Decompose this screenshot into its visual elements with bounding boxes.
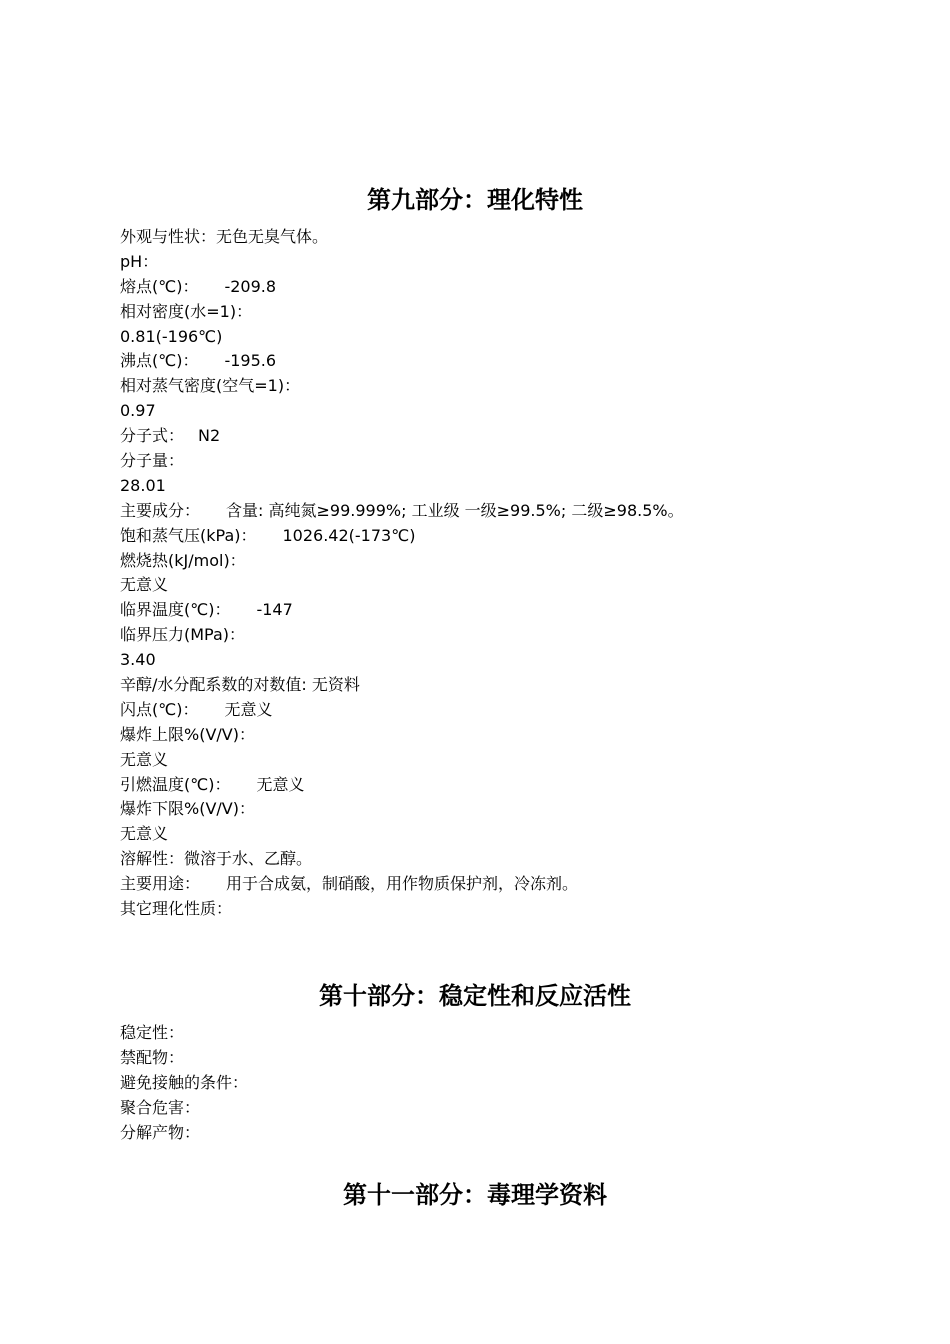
critical-pressure-label: 临界压力(MPa)： — [120, 625, 246, 645]
heat-of-combustion-label: 燃烧热(kJ/mol)： — [120, 550, 246, 570]
ignition-temperature-line — [120, 773, 900, 798]
main-components-value: 含量: 高纯氮≥99.999%; 工业级 一级≥99.5%; 二级≥98.5%。 — [226, 500, 684, 520]
boiling-point-line — [120, 349, 900, 374]
upper-explosive-limit-value: 无意义 — [120, 749, 169, 769]
formula-value: N2 — [198, 426, 221, 446]
decomposition-products-line: 分解产物： — [120, 1122, 201, 1142]
flash-point-value: 无意义 — [224, 699, 273, 719]
heat-of-combustion-value: 无意义 — [120, 575, 169, 595]
section-11-title: 第十一部分：毒理学资料 — [343, 1181, 607, 1209]
relative-density-label: 相对密度(水=1)： — [120, 301, 253, 321]
vapor-pressure-line — [120, 524, 900, 549]
ignition-temperature-value: 无意义 — [256, 774, 305, 794]
main-uses-line — [120, 872, 900, 897]
section-10-body — [120, 1021, 900, 1145]
critical-pressure-value: 3.40 — [120, 650, 156, 670]
lower-explosive-limit-label: 爆炸下限%(V/V)： — [120, 799, 255, 819]
formula-line — [120, 424, 900, 449]
boiling-point-label: 沸点(℃)： — [120, 351, 199, 371]
vapor-density-value: 0.97 — [120, 401, 156, 421]
section-10-title: 第十部分：稳定性和反应活性 — [319, 982, 631, 1010]
section-9-body — [120, 225, 900, 922]
melting-point-line — [120, 275, 900, 300]
main-components-label: 主要成分： — [120, 500, 201, 520]
partition-coefficient-line: 辛醇/水分配系数的对数值: 无资料 — [120, 675, 360, 695]
incompatible-materials-line: 禁配物： — [120, 1047, 185, 1067]
main-uses-label: 主要用途： — [120, 874, 201, 894]
ignition-temperature-label: 引燃温度(℃)： — [120, 774, 231, 794]
boiling-point-value: -195.6 — [224, 351, 277, 371]
upper-explosive-limit-label: 爆炸上限%(V/V)： — [120, 724, 255, 744]
main-components-line — [120, 499, 900, 524]
other-properties-line: 其它理化性质： — [120, 899, 233, 919]
stability-line: 稳定性： — [120, 1023, 185, 1042]
flash-point-label: 闪点(℃)： — [120, 699, 199, 719]
main-uses-value: 用于合成氨，制硝酸，用作物质保护剂，冷冻剂。 — [226, 874, 579, 894]
critical-temperature-line — [120, 598, 900, 623]
solubility-line: 溶解性：微溶于水、乙醇。 — [120, 849, 313, 869]
melting-point-value: -209.8 — [224, 276, 277, 296]
ph-line: pH： — [120, 251, 159, 271]
polymerization-hazard-line: 聚合危害： — [120, 1097, 201, 1117]
lower-explosive-limit-value: 无意义 — [120, 824, 169, 844]
vapor-density-label: 相对蒸气密度(空气=1)： — [120, 376, 301, 396]
melting-point-label: 熔点(℃)： — [120, 276, 199, 296]
formula-label: 分子式： — [120, 426, 185, 446]
vapor-pressure-value: 1026.42(-173℃) — [282, 525, 416, 545]
relative-density-value: 0.81(-196℃) — [120, 326, 223, 346]
molecular-weight-label: 分子量： — [120, 451, 185, 471]
conditions-to-avoid-line: 避免接触的条件： — [120, 1072, 249, 1092]
flash-point-line — [120, 698, 900, 723]
molecular-weight-value: 28.01 — [120, 475, 166, 495]
critical-temperature-label: 临界温度(℃)： — [120, 600, 231, 620]
section-9-title: 第九部分：理化特性 — [367, 186, 583, 214]
vapor-pressure-label: 饱和蒸气压(kPa)： — [120, 525, 257, 545]
critical-temperature-value: -147 — [256, 600, 293, 620]
appearance-line: 外观与性状：无色无臭气体。 — [120, 227, 329, 246]
